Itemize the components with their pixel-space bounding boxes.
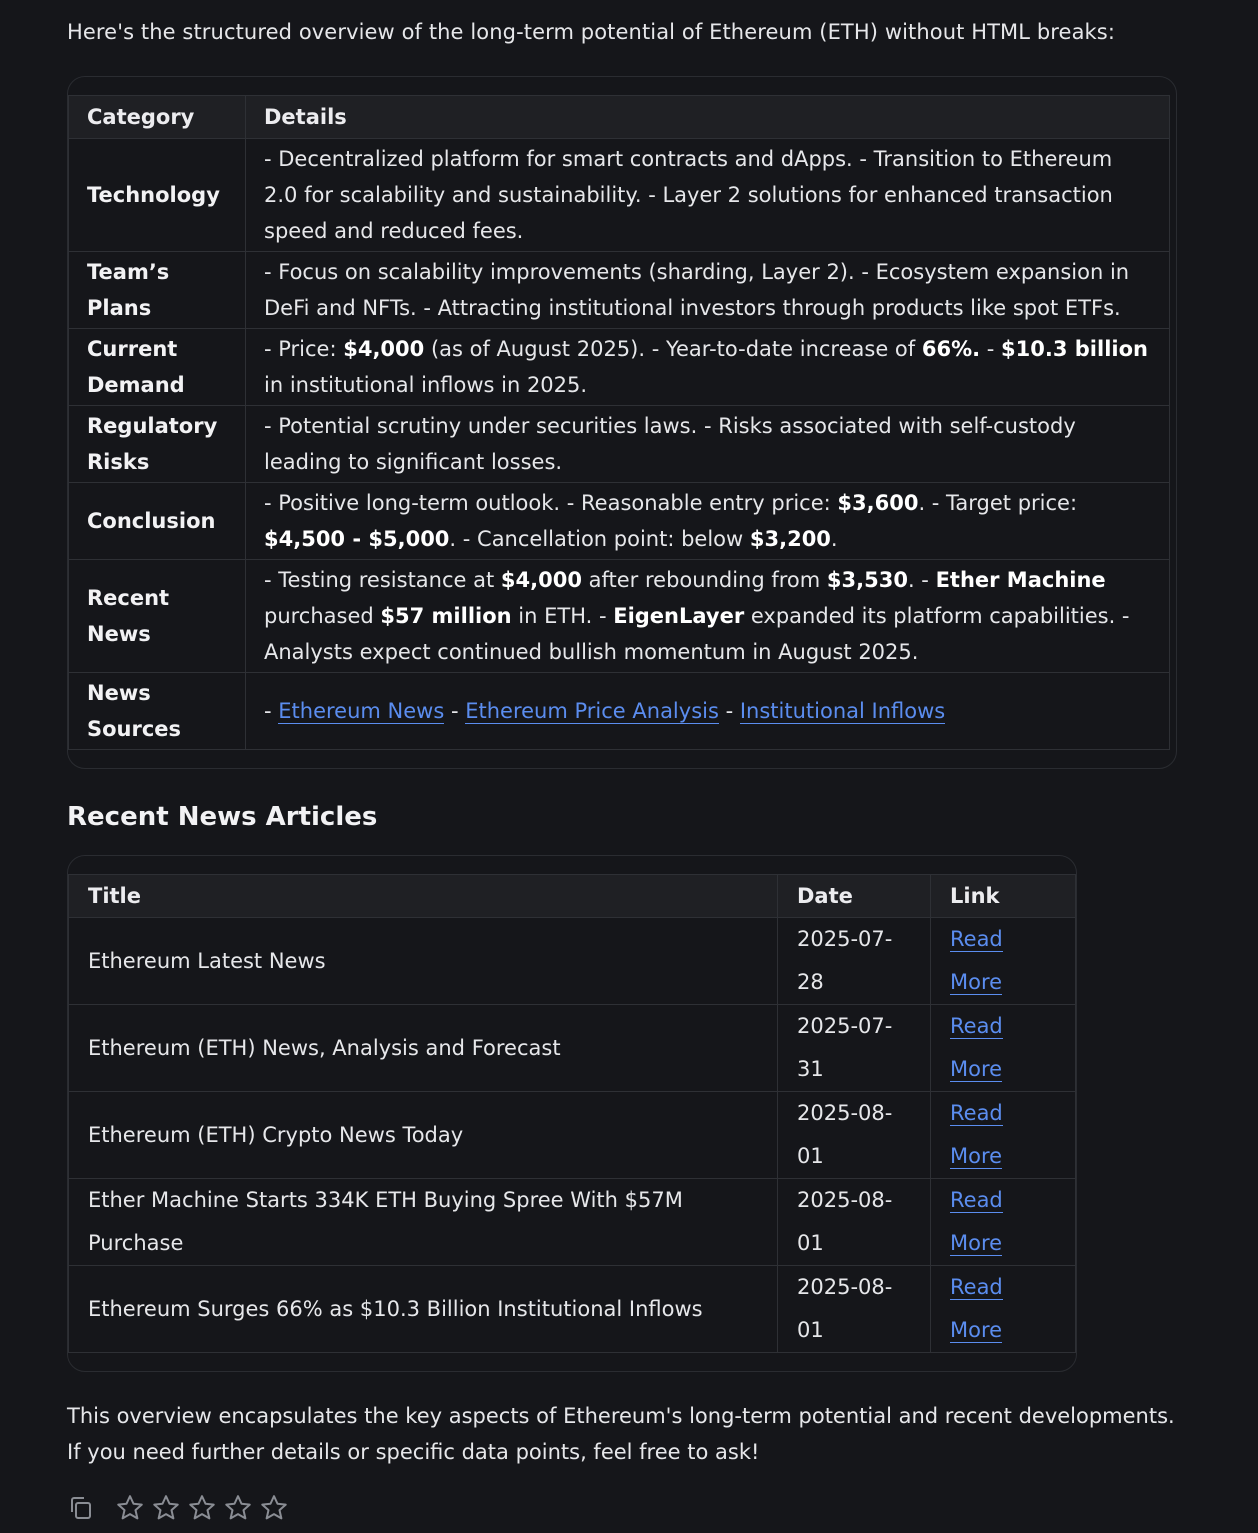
text-span: . - xyxy=(907,568,936,592)
details-cell: - Decentralized platform for smart contracts and dApps. - Transition to Ethereum 2.0 for scalability and sustainability. - Layer 2 solutions for enhanced transaction speed and reduced fees. xyxy=(246,139,1170,252)
table-row xyxy=(69,139,1170,252)
read-more-link[interactable]: Read More xyxy=(950,1188,1003,1255)
column-header-date: Date xyxy=(778,875,931,918)
bold-text: $10.3 billion xyxy=(1001,337,1148,361)
news-table-frame xyxy=(67,855,1077,1372)
category-cell: Team’s Plans xyxy=(69,252,246,329)
text-span: - Positive long-term outlook. - Reasonable entry price: xyxy=(264,491,838,515)
details-cell xyxy=(246,329,1170,406)
text-span: - xyxy=(264,699,279,723)
bold-text: $3,530 xyxy=(826,568,908,592)
column-header-title: Title xyxy=(69,875,778,918)
bold-text: $4,000 xyxy=(500,568,582,592)
text-span: (as of August 2025). - Year-to-date increase of xyxy=(424,337,922,361)
text-span: . - Cancellation point: below xyxy=(449,527,750,551)
table-row xyxy=(69,918,1076,1005)
column-header-details: Details xyxy=(246,96,1170,139)
title-cell: Ethereum (ETH) Crypto News Today xyxy=(69,1092,778,1179)
table-row xyxy=(69,673,1170,750)
text-span: - Testing resistance at xyxy=(264,568,501,592)
assistant-message xyxy=(67,14,1177,1526)
bold-text: $3,200 xyxy=(749,527,831,551)
text-span: after rebounding from xyxy=(581,568,827,592)
star-icon[interactable] xyxy=(259,1493,289,1523)
category-cell: Regulatory Risks xyxy=(69,406,246,483)
table-row xyxy=(69,252,1170,329)
category-cell: News Sources xyxy=(69,673,246,750)
link-cell xyxy=(931,918,1076,1005)
bold-text: Ether Machine xyxy=(935,568,1106,592)
star-icon[interactable] xyxy=(151,1493,181,1523)
news-table xyxy=(68,874,1076,1353)
overview-header-row xyxy=(69,96,1170,139)
date-cell: 2025-08-01 xyxy=(778,1092,931,1179)
bold-text: 66%. xyxy=(921,337,981,361)
title-cell: Ethereum Surges 66% as $10.3 Billion Institutional Inflows xyxy=(69,1266,778,1353)
text-span: . - Target price: xyxy=(918,491,1078,515)
news-table-container xyxy=(67,855,1177,1372)
star-icon[interactable] xyxy=(187,1493,217,1523)
table-row xyxy=(69,406,1170,483)
details-cell: - Focus on scalability improvements (sharding, Layer 2). - Ecosystem expansion in DeFi and NFTs. - Attracting institutional investors through products like spot ETFs. xyxy=(246,252,1170,329)
table-row xyxy=(69,560,1170,673)
read-more-link[interactable]: Read More xyxy=(950,1275,1003,1342)
link-ethereum-price-analysis[interactable]: Ethereum Price Analysis xyxy=(465,699,719,723)
table-row xyxy=(69,1005,1076,1092)
link-institutional-inflows[interactable]: Institutional Inflows xyxy=(739,699,946,723)
details-cell xyxy=(246,673,1170,750)
bold-text: $4,000 xyxy=(343,337,425,361)
date-cell: 2025-07-28 xyxy=(778,918,931,1005)
read-more-link[interactable]: Read More xyxy=(950,927,1003,994)
text-span: . xyxy=(830,527,838,551)
news-header-row xyxy=(69,875,1076,918)
text-span: expanded its platform capabilities. - Analysts expect continued bullish momentum in August 2025. xyxy=(264,604,1130,664)
date-cell: 2025-07-31 xyxy=(778,1005,931,1092)
column-header-link: Link xyxy=(931,875,1076,918)
column-header-category: Category xyxy=(69,96,246,139)
date-cell: 2025-08-01 xyxy=(778,1179,931,1266)
category-cell: Technology xyxy=(69,139,246,252)
copy-button[interactable] xyxy=(67,1494,95,1522)
table-row xyxy=(69,1092,1076,1179)
text-span: - Price: xyxy=(264,337,344,361)
copy-icon xyxy=(67,1494,95,1522)
bold-text: $4,500 - $5,000 xyxy=(264,527,450,551)
date-cell: 2025-08-01 xyxy=(778,1266,931,1353)
table-row xyxy=(69,1266,1076,1353)
outro-text: This overview encapsulates the key aspects of Ethereum's long-term potential and recent developments. If you need further details or specific data points, feel free to ask! xyxy=(67,1404,1175,1464)
table-row xyxy=(69,329,1170,406)
star-icon[interactable] xyxy=(223,1493,253,1523)
bold-text: EigenLayer xyxy=(613,604,745,628)
details-cell: - Potential scrutiny under securities laws. - Risks associated with self-custody leading to significant losses. xyxy=(246,406,1170,483)
text-span: in institutional inflows in 2025. xyxy=(264,373,588,397)
link-cell xyxy=(931,1179,1076,1266)
overview-table-frame xyxy=(67,76,1177,769)
text-span: - xyxy=(718,699,740,723)
read-more-link[interactable]: Read More xyxy=(950,1014,1003,1081)
text-span: in ETH. - xyxy=(511,604,614,628)
table-row xyxy=(69,1179,1076,1266)
category-cell: Conclusion xyxy=(69,483,246,560)
read-more-link[interactable]: Read More xyxy=(950,1101,1003,1168)
link-cell xyxy=(931,1092,1076,1179)
category-cell: Recent News xyxy=(69,560,246,673)
table-row xyxy=(69,483,1170,560)
details-cell xyxy=(246,560,1170,673)
link-cell xyxy=(931,1005,1076,1092)
text-span: purchased xyxy=(264,604,381,628)
rating-stars xyxy=(115,1493,295,1523)
star-icon[interactable] xyxy=(115,1493,145,1523)
title-cell: Ethereum (ETH) News, Analysis and Forecast xyxy=(69,1005,778,1092)
overview-table-container xyxy=(67,76,1177,769)
details-cell xyxy=(246,483,1170,560)
bold-text: $57 million xyxy=(380,604,512,628)
text-span: - xyxy=(980,337,1002,361)
section-heading: Recent News Articles xyxy=(67,802,378,832)
title-cell: Ether Machine Starts 334K ETH Buying Spree With $57M Purchase xyxy=(69,1179,778,1266)
category-cell: Current Demand xyxy=(69,329,246,406)
intro-text: Here's the structured overview of the long-term potential of Ethereum (ETH) without HTML breaks: xyxy=(67,20,1116,44)
text-span: - xyxy=(444,699,466,723)
message-actions xyxy=(67,1490,1177,1526)
bold-text: $3,600 xyxy=(837,491,919,515)
link-cell xyxy=(931,1266,1076,1353)
link-ethereum-news[interactable]: Ethereum News xyxy=(278,699,445,723)
overview-table xyxy=(68,95,1170,750)
title-cell: Ethereum Latest News xyxy=(69,918,778,1005)
